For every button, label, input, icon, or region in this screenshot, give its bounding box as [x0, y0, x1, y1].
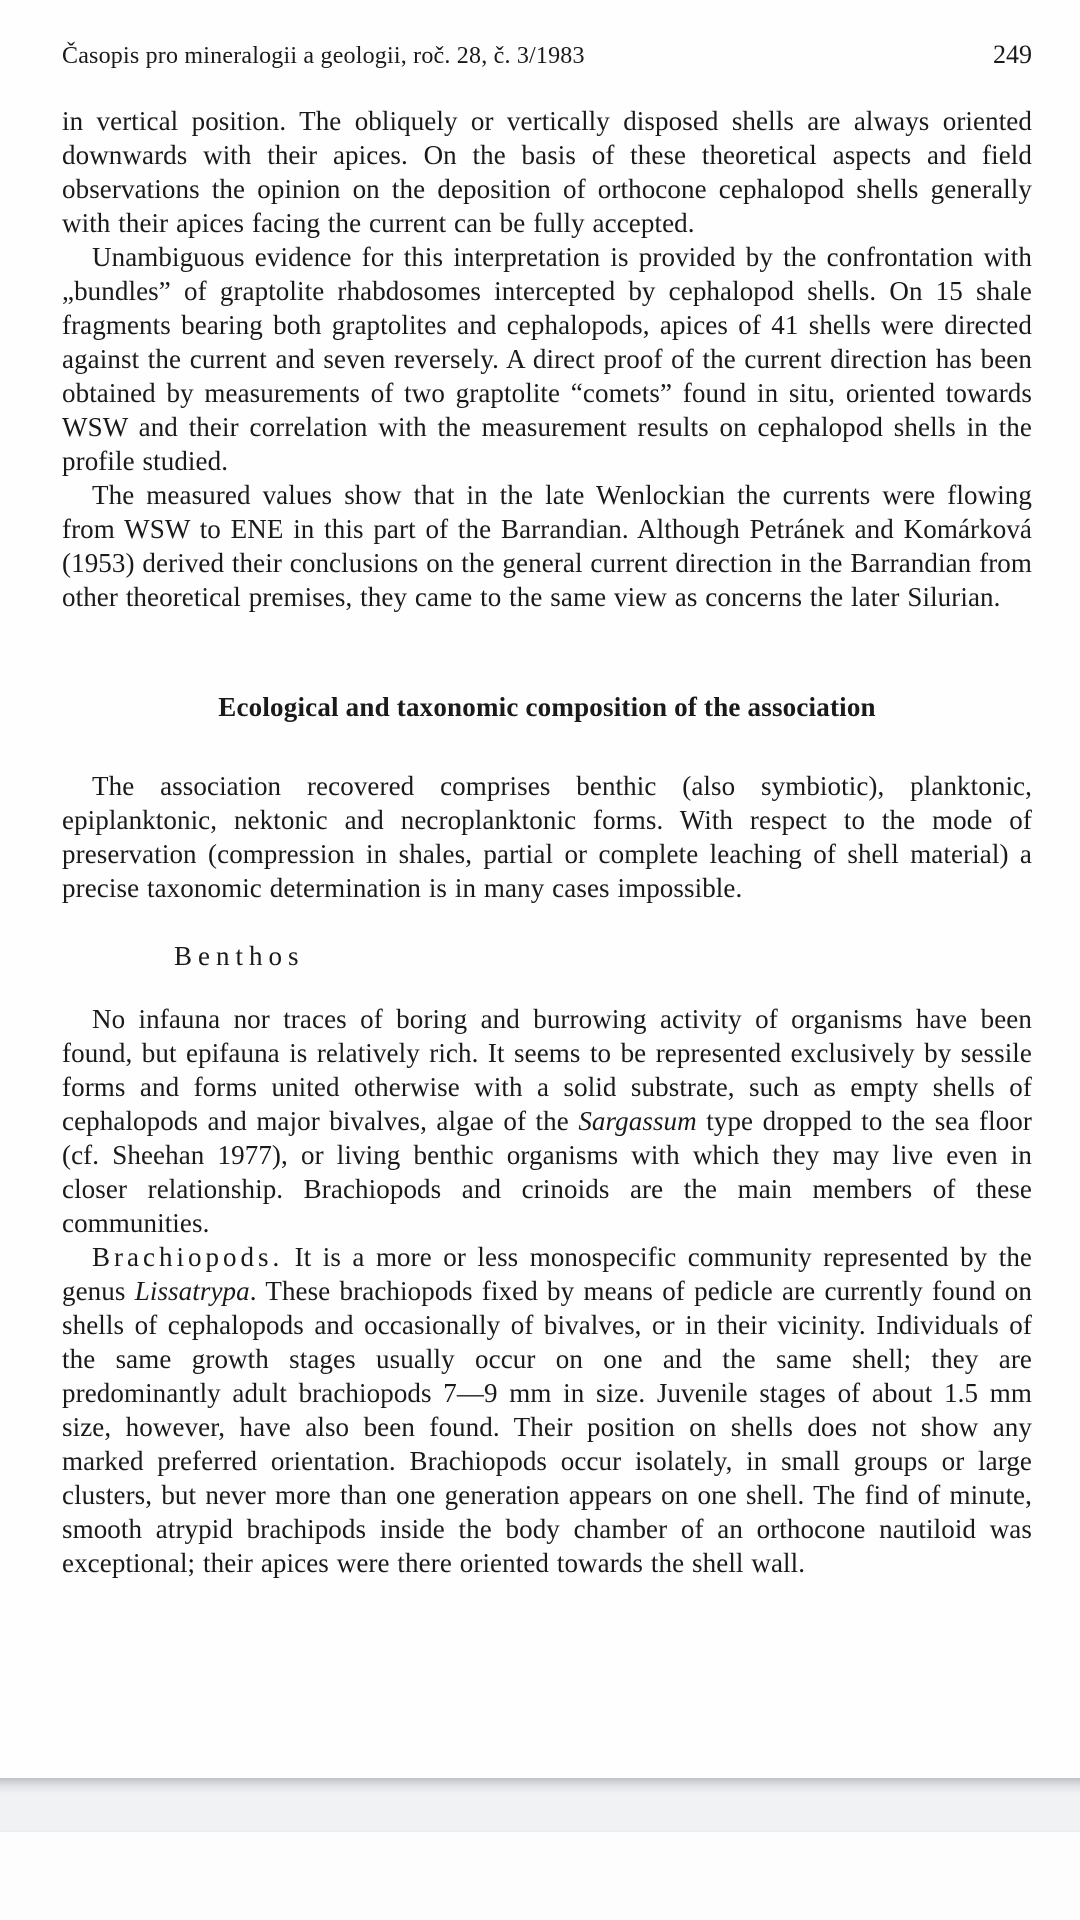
paragraph	[62, 1240, 1032, 1580]
running-head	[62, 40, 1032, 70]
text-run: Unambiguous evidence for this interpretation is provided by the confrontation with „bundles” of graptolite rhabdosomes intercepted by cephalopod shells. On 15 shale fragments bearing both graptolites and cephalopods, apices of 41 shells were directed against the current and seven reversely. A direct proof of the current direction has been obtained by measurements of two graptolite “comets” found in situ, oriented towards WSW and their correlation with the measurement results on cephalopod shells in the profile studied.	[62, 242, 1032, 476]
next-page-top	[0, 1832, 1080, 1920]
page-content-area	[62, 40, 1032, 1580]
paragraph	[62, 240, 1032, 478]
paragraph	[62, 104, 1032, 240]
page-body	[62, 104, 1032, 1580]
text-run: . These brachiopods fixed by means of pedicle are currently found on shells of cephalopods and occasionally of bivalves, or in their vicinity. Individuals of the same growth stages usually occur on one and the same shell; they are predominantly adult brachiopods 7—9 mm in size. Juvenile stages of about 1.5 mm size, however, have also been found. Their position on shells does not show any marked preferred orientation. Brachiopods occur isolately, in small groups or large clusters, but never more than one generation appears on one shell. The find of minute, smooth atrypid brachipods inside the body chamber of an orthocone nautiloid was exceptional; their apices were there oriented towards the shell wall.	[62, 1276, 1032, 1578]
text-run: It is a more or less monospecific community represented by the genus	[62, 1242, 1032, 1306]
section-heading: Ecological and taxonomic composition of the association	[218, 692, 876, 722]
text-run: type dropped to the sea floor (cf. Sheehan 1977), or living benthic organisms with which they may live even in closer relationship. Brachiopods and crinoids are the main members of these communities.	[62, 1106, 1032, 1238]
page-number: 249	[993, 40, 1032, 69]
text-run: No infauna nor traces of boring and burrowing activity of organisms have been found, but epifauna is relatively rich. It seems to be represented exclusively by sessile forms and forms united otherwise with a solid substrate, such as empty shells of cephalopods and major bivalves, algae of the	[62, 1004, 1032, 1136]
taxon-name: Sargassum	[578, 1106, 697, 1136]
text-run: The measured values show that in the late Wenlockian the currents were flowing from WSW to ENE in this part of the Barrandian. Although Petránek and Komárková (1953) derived their conclusions on the general current direction in the Barrandian from other theoretical premises, they came to the same view as concerns the later Silurian.	[62, 480, 1032, 612]
text-run: in vertical position. The obliquely or vertically disposed shells are always oriented downwards with their apices. On the basis of these theoretical aspects and field observations the opinion on the deposition of orthocone cephalopod shells generally with their apices facing the current can be fully accepted.	[62, 106, 1032, 238]
spaced-term: Brachiopods.	[92, 1242, 284, 1272]
paragraph	[62, 1002, 1032, 1240]
paragraph	[62, 769, 1032, 905]
page-separator	[0, 1778, 1080, 1832]
text-run: The association recovered comprises benthic (also symbiotic), planktonic, epiplanktonic, nektonic and necroplanktonic forms. With respect to the mode of preservation (compression in shales, partial or complete leaching of shell material) a precise taxonomic determination is in many cases impossible.	[62, 771, 1032, 903]
subsection-heading: Benthos	[174, 941, 305, 971]
paragraph	[62, 478, 1032, 614]
taxon-name: Lissatrypa	[134, 1276, 250, 1306]
journal-title: Časopis pro mineralogii a geologii, roč. 28, č. 3/1983	[62, 43, 585, 69]
